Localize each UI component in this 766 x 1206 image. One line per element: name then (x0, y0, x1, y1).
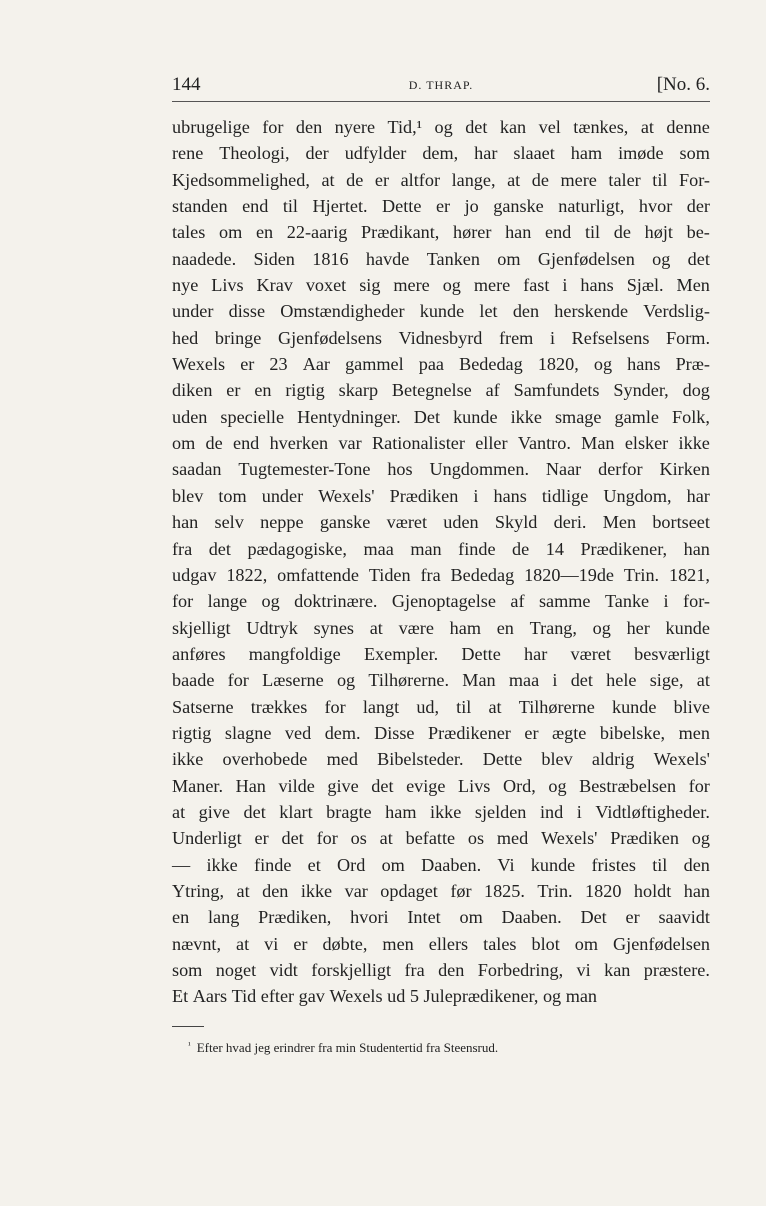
text-line: Underligt er det for os at befatte os med Wexels' Prædiken og (172, 828, 710, 849)
text-line: diken er en rigtig skarp Betegnelse af Samfundets Synder, dog (172, 380, 710, 401)
text-line: Maner. Han vilde give det evige Livs Ord, og Bestræbelsen for (172, 775, 710, 796)
footnote-separator (172, 1026, 204, 1027)
body-text (172, 117, 710, 1013)
page-header (172, 74, 710, 98)
text-line: ikke overhobede med Bibelsteder. Dette blev aldrig Wexels' (172, 749, 710, 770)
issue-number: [No. 6. (656, 74, 710, 95)
header-rule (172, 101, 710, 102)
text-line: fra det pædagogiske, maa man finde de 14 Prædikener, han (172, 538, 710, 559)
text-line: Et Aars Tid efter gav Wexels ud 5 Juleprædikener, og man (172, 986, 598, 1007)
text-line: nye Livs Krav voxet sig mere og mere fast i hans Sjæl. Men (172, 275, 710, 296)
text-line: naadede. Siden 1816 havde Tanken om Gjenfødelsen og det (172, 248, 710, 269)
text-line: baade for Læserne og Tilhørerne. Man maa i det hele sige, at (172, 670, 710, 691)
text-line: udgav 1822, omfattende Tiden fra Bededag 1820—19de Trin. 1821, (172, 564, 710, 585)
footnote-marker: ¹ (188, 1040, 191, 1050)
text-line: skjelligt Udtryk synes at være ham en Trang, og her kunde (172, 617, 710, 638)
text-line: rene Theologi, der udfylder dem, har slaaet ham imøde som (172, 143, 710, 164)
text-line: Ytring, at den ikke var opdaget før 1825. Trin. 1820 holdt han (172, 880, 710, 901)
text-line: som noget vidt forskjelligt fra den Forbedring, vi kan præstere. (172, 960, 710, 980)
text-line: en lang Prædiken, hvori Intet om Daaben. Det er saavidt (172, 907, 710, 928)
text-line: Satserne trækkes for langt ud, til at Tilhørerne kunde blive (172, 696, 710, 717)
text-line: saadan Tugtemester-Tone hos Ungdommen. Naar derfor Kirken (172, 459, 710, 480)
text-line: Wexels er 23 Aar gammel paa Bededag 1820, og hans Præ- (172, 354, 710, 375)
running-title: D. THRAP. (408, 78, 474, 92)
footnote-text: Efter hvad jeg erindrer fra min Studentertid fra Steensrud. (196, 1040, 499, 1055)
text-line: anføres mangfoldige Exempler. Dette har været besværligt (172, 643, 710, 664)
text-line: blev tom under Wexels' Prædiken i hans tidlige Ungdom, har (172, 485, 710, 506)
text-line: — ikke finde et Ord om Daaben. Vi kunde fristes til den (172, 854, 710, 875)
text-line: om de end hverken var Rationalister eller Vantro. Man elsker ikke (172, 433, 710, 454)
text-line: nævnt, at vi er døbte, men ellers tales blot om Gjenfødelsen (172, 933, 710, 954)
text-line: under disse Omstændigheder kunde let den herskende Verdslig- (172, 301, 710, 322)
text-line: han selv neppe ganske været uden Skyld deri. Men bortseet (172, 512, 710, 533)
text-line: for lange og doktrinære. Gjenoptagelse af samme Tanke i for- (172, 591, 710, 612)
text-line: tales om en 22-aarig Prædikant, hører han end til de højt be- (172, 222, 710, 243)
text-line: uden specielle Hentydninger. Det kunde ikke smage gamle Folk, (172, 406, 710, 427)
text-line: rigtig slagne ved dem. Disse Prædikener er ægte bibelske, men (172, 722, 710, 743)
footnote (188, 1040, 498, 1056)
text-line: at give det klart bragte ham ikke sjelden ind i Vidtløftigheder. (172, 801, 710, 822)
text-line: standen end til Hjertet. Dette er jo ganske naturligt, hvor der (172, 196, 710, 217)
text-line: ubrugelige for den nyere Tid,¹ og det kan vel tænkes, at denne (172, 117, 710, 137)
text-line: hed bringe Gjenfødelsens Vidnesbyrd frem i Refselsens Form. (172, 327, 710, 348)
page-number: 144 (172, 74, 201, 95)
text-line: Kjedsommelighed, at de er altfor lange, at de mere taler til For- (172, 169, 710, 190)
